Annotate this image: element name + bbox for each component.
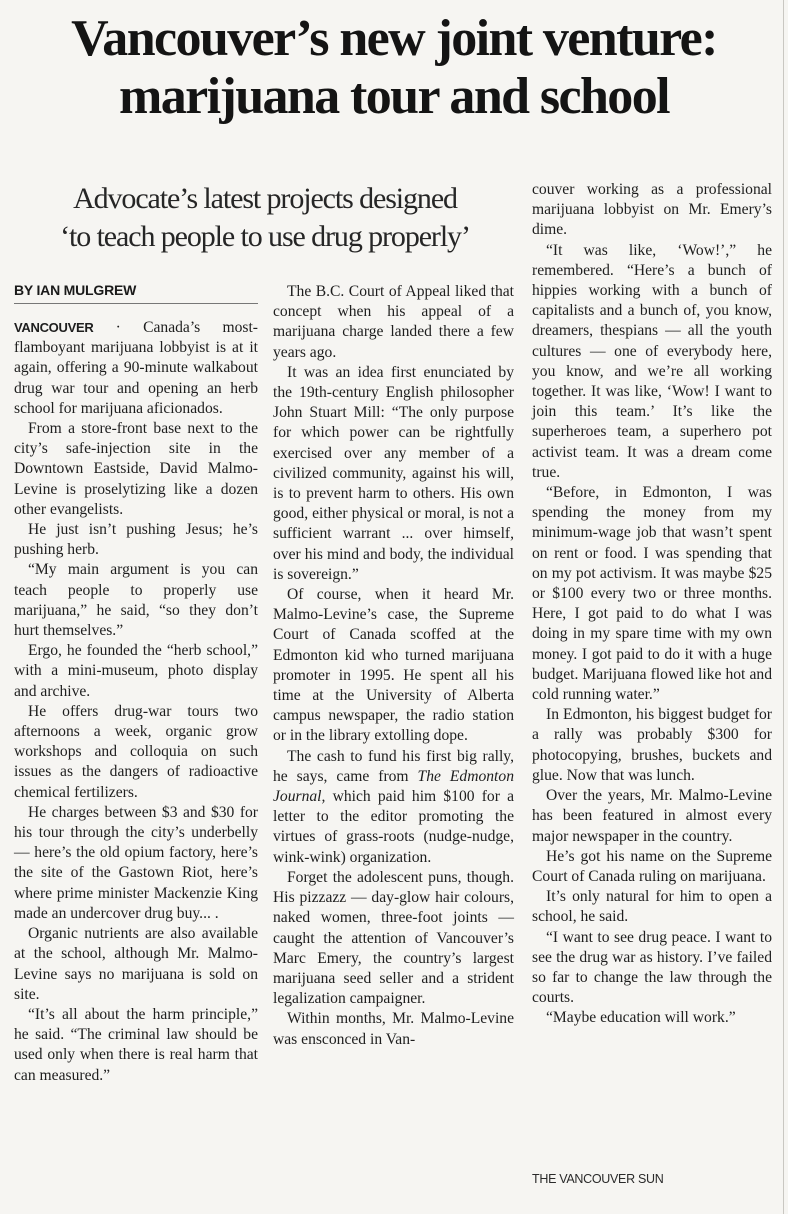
paragraph: It was an idea first enunciated by the 19th-century English philosopher John Stuart Mill: “The only purpose for which power can be rightfully exercised over any member of a civilized community, against his will, is to prevent harm to others. His own good, either physical or moral, is not a sufficient warrant ... over himself, over his mind and body, the individual is sovereign.” bbox=[273, 363, 514, 583]
paragraph: Organic nutrients are also available at the school, although Mr. Malmo-Levine says no marijuana is sold on site. bbox=[14, 925, 258, 1003]
paragraph: “I want to see drug peace. I want to see the drug war as history. I’ve failed so far to change the law through the courts. bbox=[532, 928, 772, 1007]
paragraph: couver working as a professional marijuana lobbyist on Mr. Emery’s dime. bbox=[532, 181, 772, 239]
paragraph-text: The cash to fund his first big rally, he says, came from bbox=[273, 747, 514, 785]
paragraph: From a store-front base next to the city’s safe-injection site in the Downtown Eastside, David Malmo-Levine is proselytizing like a dozen other evangelists. bbox=[14, 420, 258, 518]
paragraph: He’s got his name on the Supreme Court of Canada ruling on marijuana. bbox=[532, 847, 772, 885]
headline-line-1: Vancouver’s new joint venture: bbox=[71, 10, 717, 67]
paragraph: He just isn’t pushing Jesus; he’s pushing herb. bbox=[14, 521, 258, 559]
dateline: VANCOUVER bbox=[14, 320, 94, 335]
subheadline-line-1: Advocate’s latest projects designed bbox=[73, 182, 457, 215]
subheadline-line-2: ‘to teach people to use drug properly’ bbox=[60, 220, 470, 253]
paragraph-text: which paid him $100 for a letter to the editor promoting the virtues of grass-roots (nudge-nudge, wink-wink) organization. bbox=[273, 788, 514, 866]
paragraph-text: Canada’s most-flamboyant marijuana lobbyist is at it again, offering a 90-minute walkabout drug war tour and opening an herb school for marijuana aficionados. bbox=[14, 319, 258, 417]
paragraph: “It’s all about the harm principle,” he said. “The criminal law should be used only when there is real harm that can measured.” bbox=[14, 1005, 258, 1084]
article-column-2 bbox=[273, 282, 514, 1050]
paragraph: Over the years, Mr. Malmo-Levine has been featured in almost every major newspaper in the country. bbox=[532, 787, 772, 845]
paragraph: Within months, Mr. Malmo-Levine was ensconced in Van- bbox=[273, 1010, 514, 1048]
dateline-separator: · bbox=[93, 319, 144, 336]
paragraph: He offers drug-war tours two afternoons a week, organic grow workshops and colloquia on such issues as the dangers of radioactive chemical fertilizers. bbox=[14, 702, 258, 801]
paragraph: It’s only natural for him to open a school, he said. bbox=[532, 888, 772, 926]
paragraph: He charges between $3 and $30 for his tour through the city’s underbelly — here’s the old opium factory, here’s the site of the Gastown Riot, here’s where prime minister Mackenzie King made an undercover drug buy... . bbox=[14, 803, 258, 922]
paragraph: The B.C. Court of Appeal liked that concept when his appeal of a marijuana charge landed there a few years ago. bbox=[273, 283, 514, 361]
headline bbox=[0, 10, 788, 126]
source-credit: THE VANCOUVER SUN bbox=[532, 1172, 664, 1186]
subheadline bbox=[10, 180, 520, 256]
paragraph: “Maybe education will work.” bbox=[546, 1009, 736, 1027]
paragraph: Forget the adolescent puns, though. His pizzazz — day-glow hair colours, naked women, three-foot joints — caught the attention of Vancouver’s Marc Emery, the country’s largest marijuana seed seller and a strident legalization campaigner. bbox=[273, 868, 514, 1008]
paragraph: “It was like, ‘Wow!’,” he remembered. “Here’s a bunch of hippies working with a bunch of capitalists and a bunch of, you know, dreamers, thespians — all the youth cultures — one of everybody here, you know, and we’re all working together. It was like, ‘Wow! I want to join this team.’ It’s like the superheroes team, a superhero pot activist team. It was a dream come true. bbox=[532, 241, 772, 481]
paragraph: “My main argument is you can teach people to properly use marijuana,” he said, “so they don’t hurt themselves.” bbox=[14, 561, 258, 640]
byline: BY IAN MULGREW bbox=[14, 282, 258, 304]
paragraph bbox=[273, 747, 514, 868]
paragraph bbox=[14, 318, 258, 419]
publication-name: The Edmonton Journal, bbox=[273, 767, 514, 806]
article-column-3 bbox=[532, 180, 772, 1029]
headline-line-2: marijuana tour and school bbox=[119, 68, 669, 125]
paragraph: “Before, in Edmonton, I was spending the money from my minimum-wage job that wasn’t spent on rent or food. I was spending that on my pot activism. It was maybe $25 or $100 every two or three months. Here, I got paid to do what I was doing in my spare time with my own money. I got paid to do it with a huge budget. Marijuana flowed like hot and cold running water.” bbox=[532, 484, 772, 704]
page-edge-rule bbox=[783, 0, 784, 1214]
paragraph: Ergo, he founded the “herb school,” with a mini-museum, photo display and archive. bbox=[14, 642, 258, 700]
paragraph: Of course, when it heard Mr. Malmo-Levine’s case, the Supreme Court of Canada scoffed at the Edmonton kid who turned marijuana promoter in 1995. He spent all his time at the University of Alberta campus newspaper, the radio station or in the library extolling dope. bbox=[273, 586, 514, 745]
article-column-1 bbox=[14, 318, 258, 1086]
paragraph: In Edmonton, his biggest budget for a rally was probably $300 for photocopying, brushes, buckets and glue. Now that was lunch. bbox=[532, 706, 772, 784]
